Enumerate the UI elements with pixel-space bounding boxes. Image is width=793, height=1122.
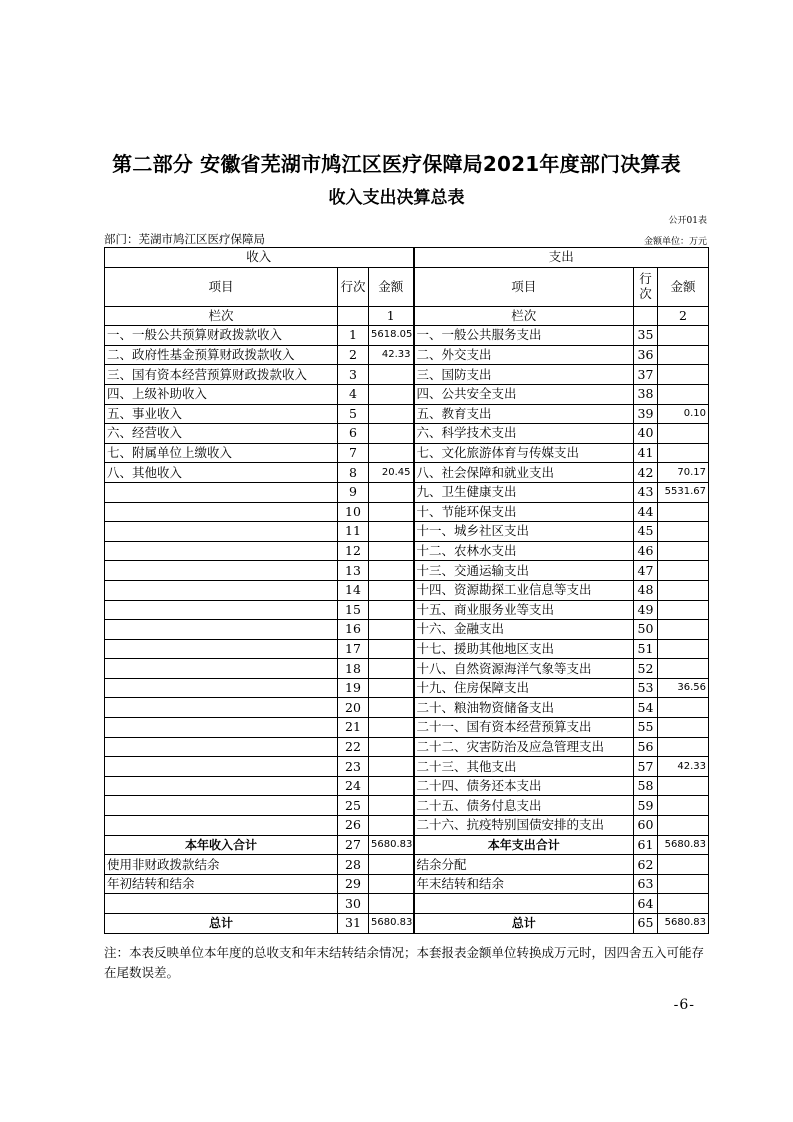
expense-amount bbox=[658, 561, 709, 581]
table-row bbox=[105, 659, 709, 679]
expense-amount bbox=[658, 522, 709, 542]
expense-item-cell: 二、外交支出 bbox=[414, 345, 634, 365]
income-item-cell bbox=[105, 502, 338, 522]
unit-label: 金额单位：万元 bbox=[643, 237, 707, 247]
income-item-cell: 总计 bbox=[105, 914, 338, 934]
income-row-number: 6 bbox=[338, 424, 369, 444]
income-column-blank bbox=[338, 306, 369, 326]
expense-item-cell: 十四、资源勘探工业信息等支出 bbox=[414, 580, 634, 600]
income-amount-header: 金额 bbox=[369, 267, 414, 306]
table-row bbox=[105, 384, 709, 404]
income-row-number: 29 bbox=[338, 874, 369, 894]
total-row bbox=[105, 835, 709, 855]
expense-amount bbox=[658, 541, 709, 561]
income-item-cell bbox=[105, 698, 338, 718]
expense-amount bbox=[658, 718, 709, 738]
expense-column-index: 2 bbox=[658, 306, 709, 326]
expense-item-cell: 二十三、其他支出 bbox=[414, 757, 634, 777]
income-amount: 5680.83 bbox=[369, 835, 414, 855]
expense-row-number: 63 bbox=[634, 874, 658, 894]
expense-amount: 5531.67 bbox=[658, 482, 709, 502]
income-row-number: 3 bbox=[338, 365, 369, 385]
income-row-number: 21 bbox=[338, 718, 369, 738]
income-item-cell bbox=[105, 816, 338, 836]
table-row bbox=[105, 404, 709, 424]
income-row-number: 25 bbox=[338, 796, 369, 816]
total-row bbox=[105, 894, 709, 914]
income-amount bbox=[369, 404, 414, 424]
income-row-number: 30 bbox=[338, 894, 369, 914]
income-amount bbox=[369, 757, 414, 777]
total-row bbox=[105, 914, 709, 934]
expense-amount: 5680.83 bbox=[658, 914, 709, 934]
income-item-cell: 四、上级补助收入 bbox=[105, 384, 338, 404]
income-row-number: 31 bbox=[338, 914, 369, 934]
expense-amount bbox=[658, 502, 709, 522]
income-item-cell: 一、一般公共预算财政拨款收入 bbox=[105, 326, 338, 346]
expense-row-number: 40 bbox=[634, 424, 658, 444]
income-row-number: 20 bbox=[338, 698, 369, 718]
income-row-number: 23 bbox=[338, 757, 369, 777]
expense-amount bbox=[658, 796, 709, 816]
income-item-cell: 三、国有资本经营预算财政拨款收入 bbox=[105, 365, 338, 385]
expense-row-number: 65 bbox=[634, 914, 658, 934]
expense-amount bbox=[658, 659, 709, 679]
expense-item-cell: 结余分配 bbox=[414, 855, 634, 875]
expense-amount bbox=[658, 384, 709, 404]
table-row bbox=[105, 502, 709, 522]
income-row-number: 22 bbox=[338, 737, 369, 757]
income-row-number: 27 bbox=[338, 835, 369, 855]
income-row-number: 2 bbox=[338, 345, 369, 365]
income-row-number: 19 bbox=[338, 678, 369, 698]
expense-item-cell: 十八、自然资源海洋气象等支出 bbox=[414, 659, 634, 679]
income-row-number: 16 bbox=[338, 620, 369, 640]
expense-row-number: 50 bbox=[634, 620, 658, 640]
expense-amount bbox=[658, 639, 709, 659]
table-row bbox=[105, 326, 709, 346]
income-item-cell bbox=[105, 737, 338, 757]
income-amount bbox=[369, 522, 414, 542]
expense-item-cell: 二十四、债务还本支出 bbox=[414, 776, 634, 796]
expense-row-number: 38 bbox=[634, 384, 658, 404]
expense-header: 支出 bbox=[414, 248, 709, 268]
income-amount bbox=[369, 365, 414, 385]
income-row-number: 12 bbox=[338, 541, 369, 561]
income-item-cell bbox=[105, 796, 338, 816]
expense-row-number: 53 bbox=[634, 678, 658, 698]
income-rowno-header: 行次 bbox=[338, 267, 369, 306]
income-amount bbox=[369, 894, 414, 914]
income-amount bbox=[369, 678, 414, 698]
income-item-cell: 本年收入合计 bbox=[105, 835, 338, 855]
income-item-cell bbox=[105, 561, 338, 581]
income-item-cell bbox=[105, 482, 338, 502]
income-row-number: 17 bbox=[338, 639, 369, 659]
table-row bbox=[105, 678, 709, 698]
expense-row-number: 35 bbox=[634, 326, 658, 346]
expense-row-number: 45 bbox=[634, 522, 658, 542]
table-body bbox=[105, 248, 709, 934]
expense-item-cell bbox=[414, 894, 634, 914]
income-amount: 5618.05 bbox=[369, 326, 414, 346]
expense-row-number: 44 bbox=[634, 502, 658, 522]
table-row bbox=[105, 365, 709, 385]
expense-amount bbox=[658, 776, 709, 796]
income-row-number: 14 bbox=[338, 580, 369, 600]
expense-row-number: 52 bbox=[634, 659, 658, 679]
income-row-number: 18 bbox=[338, 659, 369, 679]
expense-row-number: 59 bbox=[634, 796, 658, 816]
expense-amount bbox=[658, 874, 709, 894]
income-amount bbox=[369, 424, 414, 444]
expense-amount bbox=[658, 816, 709, 836]
expense-item-cell: 四、公共安全支出 bbox=[414, 384, 634, 404]
expense-amount bbox=[658, 855, 709, 875]
expense-amount-header: 金额 bbox=[658, 267, 709, 306]
income-item-cell bbox=[105, 600, 338, 620]
expense-row-number: 62 bbox=[634, 855, 658, 875]
table-row bbox=[105, 522, 709, 542]
expense-row-number: 36 bbox=[634, 345, 658, 365]
table-row bbox=[105, 345, 709, 365]
expense-amount bbox=[658, 424, 709, 444]
table-row bbox=[105, 796, 709, 816]
expense-item-cell: 六、科学技术支出 bbox=[414, 424, 634, 444]
expense-row-number: 56 bbox=[634, 737, 658, 757]
expense-amount bbox=[658, 345, 709, 365]
expense-item-cell: 二十五、债务付息支出 bbox=[414, 796, 634, 816]
income-row-number: 8 bbox=[338, 463, 369, 483]
expense-amount bbox=[658, 600, 709, 620]
income-row-number: 28 bbox=[338, 855, 369, 875]
expense-rowno-header bbox=[634, 267, 658, 306]
expense-item-cell: 十三、交通运输支出 bbox=[414, 561, 634, 581]
income-amount bbox=[369, 541, 414, 561]
table-row bbox=[105, 698, 709, 718]
income-row-number: 5 bbox=[338, 404, 369, 424]
income-row-number: 9 bbox=[338, 482, 369, 502]
income-item-cell: 使用非财政拨款结余 bbox=[105, 855, 338, 875]
income-row-number: 11 bbox=[338, 522, 369, 542]
expense-item-cell: 年末结转和结余 bbox=[414, 874, 634, 894]
income-amount: 20.45 bbox=[369, 463, 414, 483]
income-row-number: 10 bbox=[338, 502, 369, 522]
income-amount: 5680.83 bbox=[369, 914, 414, 934]
income-item-cell bbox=[105, 894, 338, 914]
table-row bbox=[105, 561, 709, 581]
income-header: 收入 bbox=[105, 248, 414, 268]
expense-item-cell: 二十、粮油物资储备支出 bbox=[414, 698, 634, 718]
income-item-cell: 八、其他收入 bbox=[105, 463, 338, 483]
expense-row-number: 37 bbox=[634, 365, 658, 385]
expense-item-cell: 五、教育支出 bbox=[414, 404, 634, 424]
total-row bbox=[105, 874, 709, 894]
department-label: 部门：芜湖市鸠江区医疗保障局 bbox=[104, 232, 265, 246]
expense-item-cell: 十、节能环保支出 bbox=[414, 502, 634, 522]
income-amount bbox=[369, 639, 414, 659]
expense-item-cell: 十二、农林水支出 bbox=[414, 541, 634, 561]
table-row bbox=[105, 424, 709, 444]
table-row bbox=[105, 443, 709, 463]
expense-item-cell: 总计 bbox=[414, 914, 634, 934]
income-item-cell bbox=[105, 718, 338, 738]
table-row bbox=[105, 463, 709, 483]
expense-row-number: 49 bbox=[634, 600, 658, 620]
income-item-cell bbox=[105, 678, 338, 698]
expense-amount bbox=[658, 365, 709, 385]
table-row bbox=[105, 580, 709, 600]
expense-item-cell: 十六、金融支出 bbox=[414, 620, 634, 640]
income-item-cell bbox=[105, 639, 338, 659]
table-row bbox=[105, 600, 709, 620]
expense-row-number: 42 bbox=[634, 463, 658, 483]
table-row bbox=[105, 816, 709, 836]
expense-item-cell: 十七、援助其他地区支出 bbox=[414, 639, 634, 659]
footnote: 注：本表反映单位本年度的总收支和年末结转结余情况；本套报表金额单位转换成万元时，因四舍五入可能存在尾数误差。 bbox=[104, 945, 705, 980]
income-amount bbox=[369, 561, 414, 581]
income-amount bbox=[369, 384, 414, 404]
expense-column-label: 栏次 bbox=[414, 306, 634, 326]
income-amount: 42.33 bbox=[369, 345, 414, 365]
income-amount bbox=[369, 659, 414, 679]
expense-row-number: 48 bbox=[634, 580, 658, 600]
income-item-cell: 六、经营收入 bbox=[105, 424, 338, 444]
expense-row-number: 51 bbox=[634, 639, 658, 659]
income-row-number: 15 bbox=[338, 600, 369, 620]
expense-amount: 42.33 bbox=[658, 757, 709, 777]
expense-item-cell: 二十六、抗疫特别国债安排的支出 bbox=[414, 816, 634, 836]
income-row-number: 24 bbox=[338, 776, 369, 796]
expense-item-cell: 九、卫生健康支出 bbox=[414, 482, 634, 502]
expense-amount bbox=[658, 326, 709, 346]
column-index-row bbox=[105, 306, 709, 326]
income-row-number: 4 bbox=[338, 384, 369, 404]
income-amount bbox=[369, 796, 414, 816]
expense-item-cell: 十九、住房保障支出 bbox=[414, 678, 634, 698]
expense-row-number: 54 bbox=[634, 698, 658, 718]
income-item-cell: 七、附属单位上缴收入 bbox=[105, 443, 338, 463]
income-row-number: 1 bbox=[338, 326, 369, 346]
expense-item-cell: 一、一般公共服务支出 bbox=[414, 326, 634, 346]
income-amount bbox=[369, 443, 414, 463]
table-row bbox=[105, 718, 709, 738]
income-column-label: 栏次 bbox=[105, 306, 338, 326]
expense-item-cell: 八、社会保障和就业支出 bbox=[414, 463, 634, 483]
table-row bbox=[105, 776, 709, 796]
expense-item-cell: 十五、商业服务业等支出 bbox=[414, 600, 634, 620]
expense-item-cell: 七、文化旅游体育与传媒支出 bbox=[414, 443, 634, 463]
income-column-index: 1 bbox=[369, 306, 414, 326]
expense-row-number: 55 bbox=[634, 718, 658, 738]
income-item-cell bbox=[105, 659, 338, 679]
expense-item-cell: 二十二、灾害防治及应急管理支出 bbox=[414, 737, 634, 757]
header-row-sections bbox=[105, 248, 709, 268]
expense-row-number: 46 bbox=[634, 541, 658, 561]
expense-amount bbox=[658, 894, 709, 914]
income-amount bbox=[369, 855, 414, 875]
page-number: -6- bbox=[673, 997, 695, 1013]
expense-amount bbox=[658, 620, 709, 640]
income-amount bbox=[369, 620, 414, 640]
income-expense-table bbox=[104, 247, 709, 934]
income-row-number: 13 bbox=[338, 561, 369, 581]
income-item-cell bbox=[105, 522, 338, 542]
income-item-header: 项目 bbox=[105, 267, 338, 306]
expense-item-cell: 十一、城乡社区支出 bbox=[414, 522, 634, 542]
form-code: 公开01表 bbox=[668, 216, 707, 226]
expense-row-number: 64 bbox=[634, 894, 658, 914]
header-row-columns bbox=[105, 267, 709, 306]
expense-item-header: 项目 bbox=[414, 267, 634, 306]
income-row-number: 7 bbox=[338, 443, 369, 463]
expense-amount: 70.17 bbox=[658, 463, 709, 483]
expense-row-number: 43 bbox=[634, 482, 658, 502]
expense-item-cell: 二十一、国有资本经营预算支出 bbox=[414, 718, 634, 738]
income-amount bbox=[369, 874, 414, 894]
income-amount bbox=[369, 600, 414, 620]
income-amount bbox=[369, 580, 414, 600]
income-item-cell bbox=[105, 757, 338, 777]
table-row bbox=[105, 541, 709, 561]
expense-row-number: 58 bbox=[634, 776, 658, 796]
expense-row-number: 60 bbox=[634, 816, 658, 836]
expense-column-blank bbox=[634, 306, 658, 326]
expense-amount bbox=[658, 443, 709, 463]
page-title: 第二部分 安徽省芜湖市鸠江区医疗保障局2021年度部门决算表 bbox=[112, 152, 681, 176]
expense-row-number: 61 bbox=[634, 835, 658, 855]
table-row bbox=[105, 757, 709, 777]
income-amount bbox=[369, 698, 414, 718]
income-amount bbox=[369, 816, 414, 836]
income-item-cell: 五、事业收入 bbox=[105, 404, 338, 424]
income-amount bbox=[369, 776, 414, 796]
income-item-cell: 年初结转和结余 bbox=[105, 874, 338, 894]
income-row-number: 26 bbox=[338, 816, 369, 836]
total-row bbox=[105, 855, 709, 875]
income-item-cell bbox=[105, 580, 338, 600]
expense-row-number: 41 bbox=[634, 443, 658, 463]
table-row bbox=[105, 482, 709, 502]
expense-amount bbox=[658, 580, 709, 600]
expense-item-cell: 本年支出合计 bbox=[414, 835, 634, 855]
table-row bbox=[105, 620, 709, 640]
expense-amount bbox=[658, 737, 709, 757]
expense-row-number: 39 bbox=[634, 404, 658, 424]
expense-rowno-text: 行 次 bbox=[639, 270, 652, 301]
income-amount bbox=[369, 502, 414, 522]
income-item-cell: 二、政府性基金预算财政拨款收入 bbox=[105, 345, 338, 365]
expense-amount: 5680.83 bbox=[658, 835, 709, 855]
table-row bbox=[105, 639, 709, 659]
income-item-cell bbox=[105, 776, 338, 796]
expense-amount bbox=[658, 698, 709, 718]
expense-row-number: 57 bbox=[634, 757, 658, 777]
expense-amount: 0.10 bbox=[658, 404, 709, 424]
income-amount bbox=[369, 718, 414, 738]
expense-amount: 36.56 bbox=[658, 678, 709, 698]
income-amount bbox=[369, 737, 414, 757]
table-title: 收入支出决算总表 bbox=[328, 188, 465, 208]
income-amount bbox=[369, 482, 414, 502]
income-item-cell bbox=[105, 620, 338, 640]
income-item-cell bbox=[105, 541, 338, 561]
table-row bbox=[105, 737, 709, 757]
expense-item-cell: 三、国防支出 bbox=[414, 365, 634, 385]
expense-row-number: 47 bbox=[634, 561, 658, 581]
